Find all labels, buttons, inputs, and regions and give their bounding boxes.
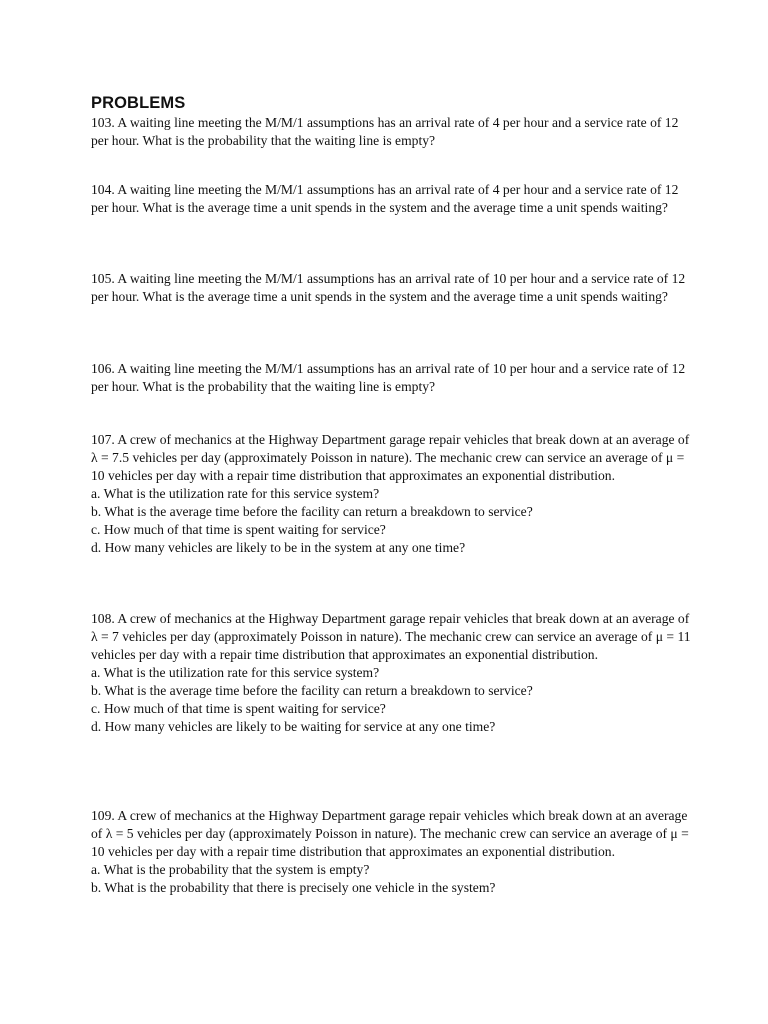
sub-question-c: c. How much of that time is spent waiting for service? [91, 701, 386, 716]
sub-question-c: c. How much of that time is spent waiting for service? [91, 522, 386, 537]
problem-109 [91, 807, 691, 897]
problem-text: 104. A waiting line meeting the M/M/1 assumptions has an arrival rate of 4 per hour and a service rate of 12 per hour. What is the average time a unit spends in the system and the average time a unit spends waiting? [91, 182, 679, 215]
sub-question-d: d. How many vehicles are likely to be in the system at any one time? [91, 540, 466, 555]
document-page [91, 94, 691, 895]
problem-103 [91, 114, 691, 150]
sub-question-a: a. What is the utilization rate for this service system? [91, 665, 380, 680]
problem-text: 109. A crew of mechanics at the Highway Department garage repair vehicles which break down at an average of λ = 5 vehicles per day (approximately Poisson in nature). The mechanic crew can service an average of μ = 10 vehicles per day with a repair time distribution that approximates an exponential distribution. [91, 808, 689, 859]
problem-text: 103. A waiting line meeting the M/M/1 assumptions has an arrival rate of 4 per hour and a service rate of 12 per hour. What is the probability that the waiting line is empty? [91, 115, 679, 148]
problem-text: 107. A crew of mechanics at the Highway Department garage repair vehicles that break down at an average of λ = 7.5 vehicles per day (approximately Poisson in nature). The mechanic crew can service an average of μ = 10 vehicles per day with a repair time distribution that approximates an exponential distribution. [91, 432, 690, 483]
sub-question-b: b. What is the average time before the facility can return a breakdown to service? [91, 683, 533, 698]
sub-question-d: d. How many vehicles are likely to be waiting for service at any one time? [91, 719, 496, 734]
sub-question-a: a. What is the probability that the system is empty? [91, 862, 370, 877]
problem-108 [91, 610, 691, 736]
problem-105 [91, 270, 691, 306]
problem-104 [91, 181, 691, 217]
problem-text: 105. A waiting line meeting the M/M/1 assumptions has an arrival rate of 10 per hour and a service rate of 12 per hour. What is the average time a unit spends in the system and the average time a unit spends waiting? [91, 271, 686, 304]
problem-107 [91, 431, 691, 557]
sub-question-a: a. What is the utilization rate for this service system? [91, 486, 380, 501]
problem-106 [91, 360, 691, 396]
sub-question-b: b. What is the probability that there is precisely one vehicle in the system? [91, 880, 496, 895]
problem-text: 108. A crew of mechanics at the Highway Department garage repair vehicles that break down at an average of λ = 7 vehicles per day (approximately Poisson in nature). The mechanic crew can service an average of μ = 11 vehicles per day with a repair time distribution that approximates an exponential distribution. [91, 611, 691, 662]
section-heading: PROBLEMS [91, 94, 186, 112]
problem-text: 106. A waiting line meeting the M/M/1 assumptions has an arrival rate of 10 per hour and a service rate of 12 per hour. What is the probability that the waiting line is empty? [91, 361, 686, 394]
sub-question-b: b. What is the average time before the facility can return a breakdown to service? [91, 504, 533, 519]
